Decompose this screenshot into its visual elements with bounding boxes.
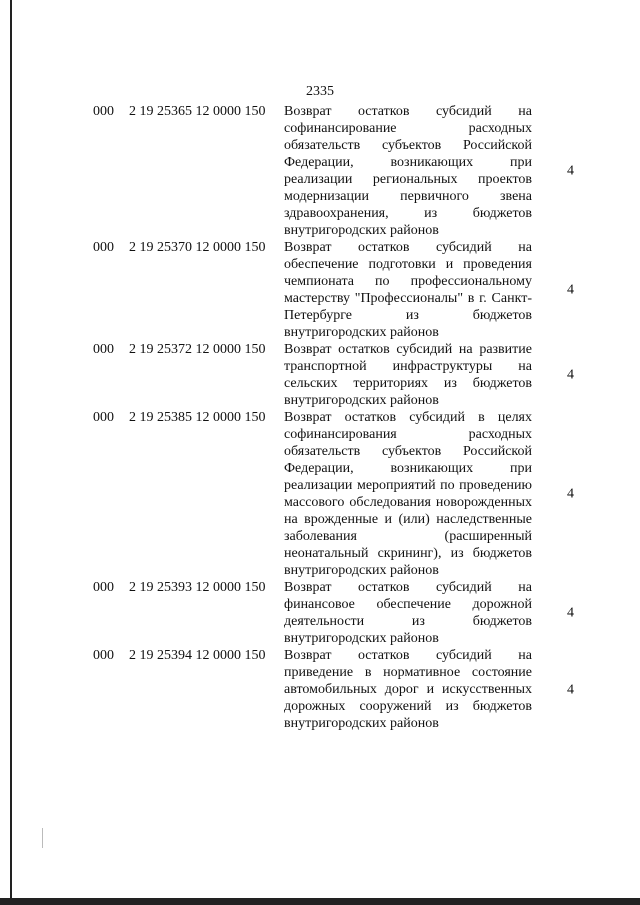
budget-code-table [0,103,640,732]
income-description: Возврат остатков субсидий на финансовое обеспечение дорожной деятельности из бюджетов внутригородских районов [284,580,532,646]
page-bottom-edge [0,898,640,905]
budget-classification-code: 2 19 25393 12 0000 150 [129,580,266,595]
income-description: Возврат остатков субсидий на обеспечение подготовки и проведения чемпионата по профессиональному мастерству "Профессионалы" в г. Санкт-Петербурге из бюджетов внутригородских районов [284,240,532,340]
budget-classification-code: 2 19 25370 12 0000 150 [129,240,266,255]
budget-classification-code: 2 19 25385 12 0000 150 [129,410,266,425]
admin-code: 000 [93,410,114,425]
admin-code: 000 [93,104,114,119]
amount-value: 4 [567,367,574,383]
admin-code: 000 [93,648,114,663]
table-row [0,341,640,409]
scan-mark [42,828,43,848]
budget-classification-code: 2 19 25394 12 0000 150 [129,648,266,663]
page-number: 2335 [306,84,334,99]
amount-value: 4 [567,605,574,621]
table-row [0,103,640,239]
income-description: Возврат остатков субсидий на софинансирование расходных обязательств субъектов Российской Федерации, возникающих при реализации региональных проектов модернизации первичного звена здравоохранения, из бюджетов внутригородских районов [284,104,532,238]
budget-classification-code: 2 19 25365 12 0000 150 [129,104,266,119]
table-row [0,239,640,341]
amount-value: 4 [567,282,574,298]
admin-code: 000 [93,240,114,255]
table-row [0,647,640,732]
admin-code: 000 [93,580,114,595]
income-description: Возврат остатков субсидий в целях софинансирования расходных обязательств субъектов Российской Федерации, возникающих при реализации мероприятий по проведению массового обследования новорожденных на врожденные и (или) наследственные заболевания (расширенный неонатальный скрининг), из бюджетов внутригородских районов [284,410,532,578]
amount-value: 4 [567,486,574,502]
table-row [0,409,640,579]
table-row [0,579,640,647]
budget-classification-code: 2 19 25372 12 0000 150 [129,342,266,357]
amount-value: 4 [567,682,574,697]
amount-value: 4 [567,163,574,179]
income-description: Возврат остатков субсидий на развитие транспортной инфраструктуры на сельских территориях из бюджетов внутригородских районов [284,342,532,408]
income-description: Возврат остатков субсидий на приведение в нормативное состояние автомобильных дорог и искусственных дорожных сооружений из бюджетов внутригородских районов [284,648,532,731]
admin-code: 000 [93,342,114,357]
